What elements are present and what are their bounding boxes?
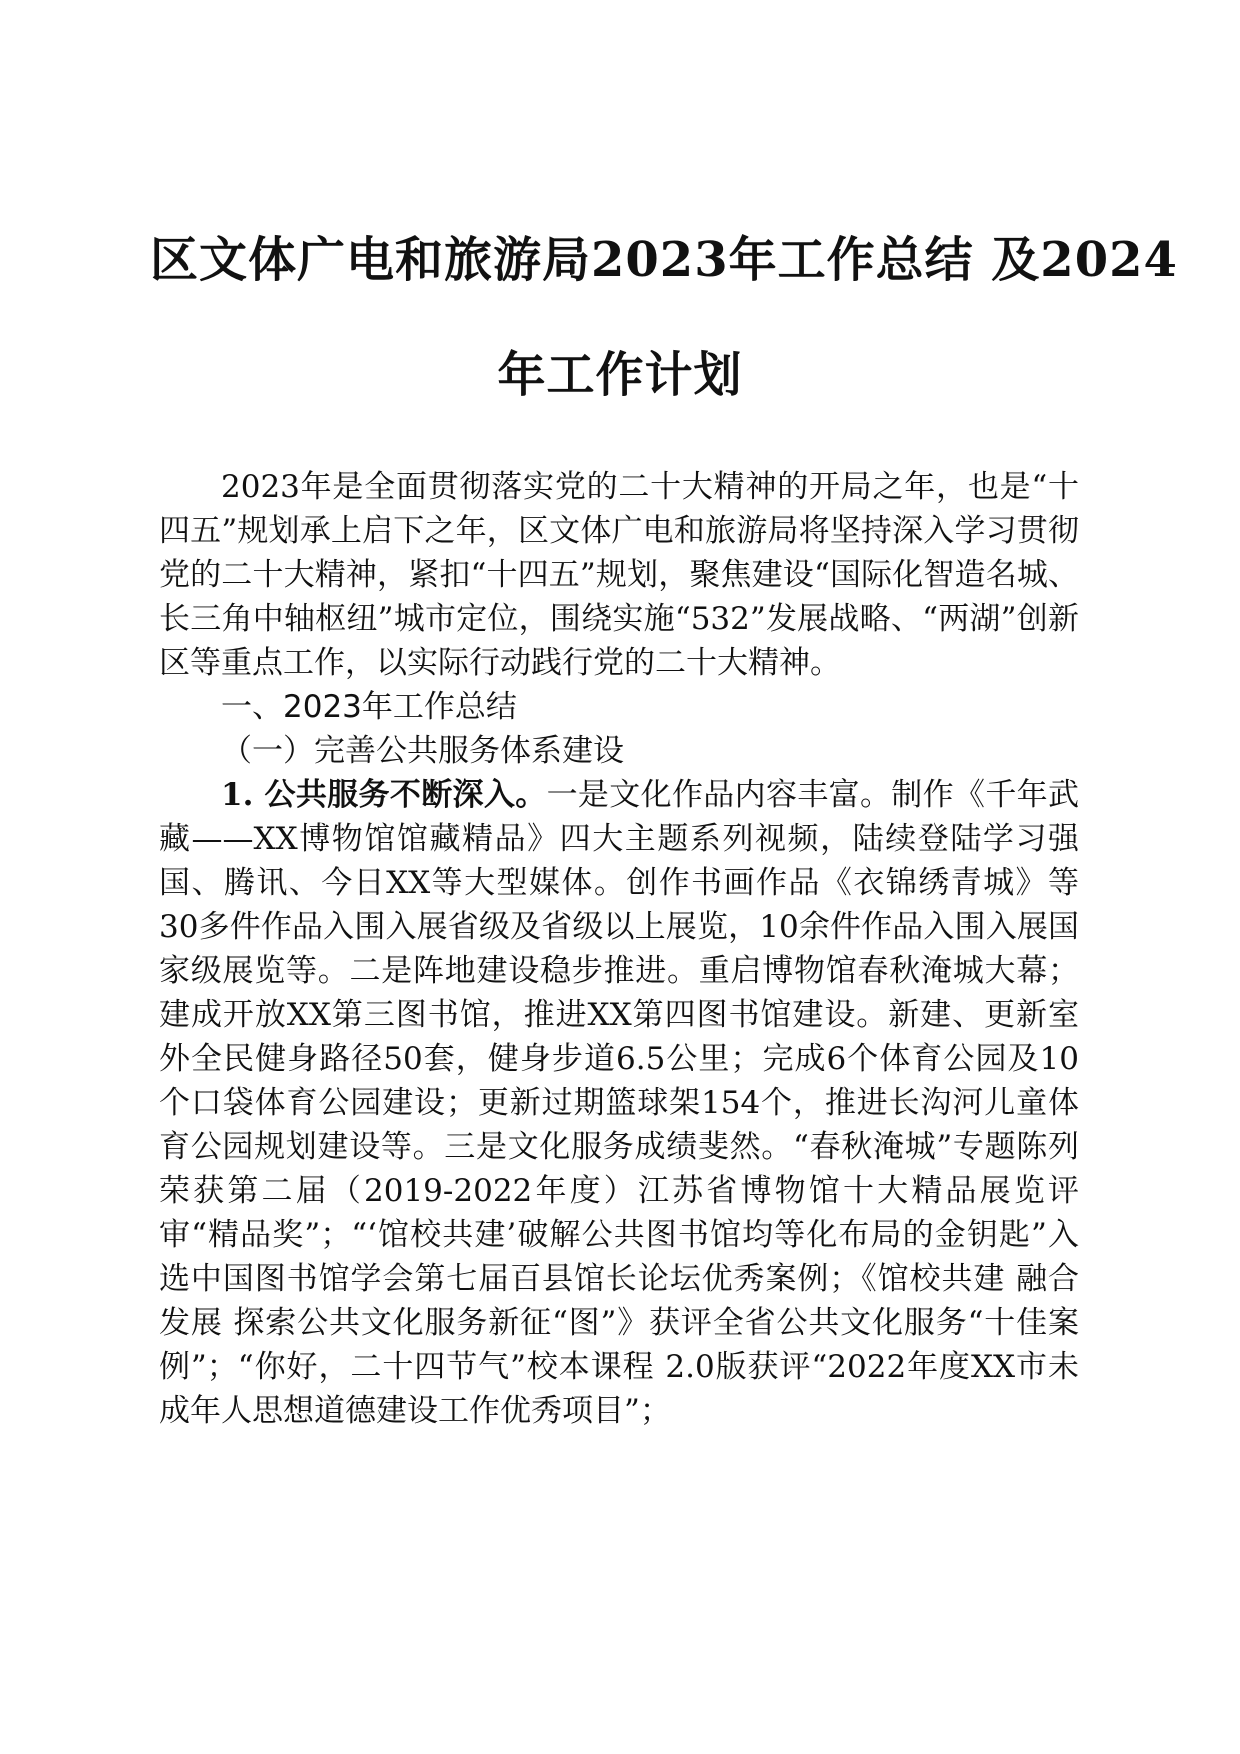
subsection-heading: （一）完善公共服务体系建设 xyxy=(221,733,624,769)
document-title-line1: 区文体广电和旅游局2023年工作总结 及2024 xyxy=(150,232,1178,288)
intro-paragraph: 2023年是全面贯彻落实党的二十大精神的开局之年，也是“十四五”规划承上启下之年，区文体广电和旅游局将坚持深入学习贯彻党的二十大精神，紧扣“十四五”规划，聚焦建设“国际化智造名城、长三角中轴枢纽”城市定位，围绕实施“532”发展战略、“两湖”创新区等重点工作，以实际行动践行党的二十大精神。 xyxy=(159,469,1079,681)
item-lead: 1. 公共服务不断深入。 xyxy=(221,777,547,813)
document-body xyxy=(159,465,1079,1433)
item-paragraph xyxy=(159,773,1079,1433)
document-title-line2: 年工作计划 xyxy=(497,347,743,403)
section-heading: 一、2023年工作总结 xyxy=(221,689,517,725)
item-text: 一是文化作品内容丰富。制作《千年武藏——XX博物馆馆藏精品》四大主题系列视频，陆续登陆学习强国、腾讯、今日XX等大型媒体。创作书画作品《衣锦绣青城》等30多件作品入围入展省级及省级以上展览，10余件作品入围入展国家级展览等。二是阵地建设稳步推进。重启博物馆春秋淹城大幕；建成开放XX第三图书馆，推进XX第四图书馆建设。新建、更新室外全民健身路径50套，健身步道6.5公里；完成6个体育公园及10个口袋体育公园建设；更新过期篮球架154个，推进长沟河儿童体育公园规划建设等。三是文化服务成绩斐然。“春秋淹城”专题陈列荣获第二届（2019-2022年度）江苏省博物馆十大精品展览评审“精品奖”；“‘馆校共建’破解公共图书馆均等化布局的金钥匙”入选中国图书馆学会第七届百县馆长论坛优秀案例；《馆校共建 融合发展 探索公共文化服务新征“图”》获评全省公共文化服务“十佳案例”；“你好，二十四节气”校本课程 2.0版获评“2022年度XX市未成年人思想道德建设工作优秀项目”； xyxy=(159,777,1080,1429)
